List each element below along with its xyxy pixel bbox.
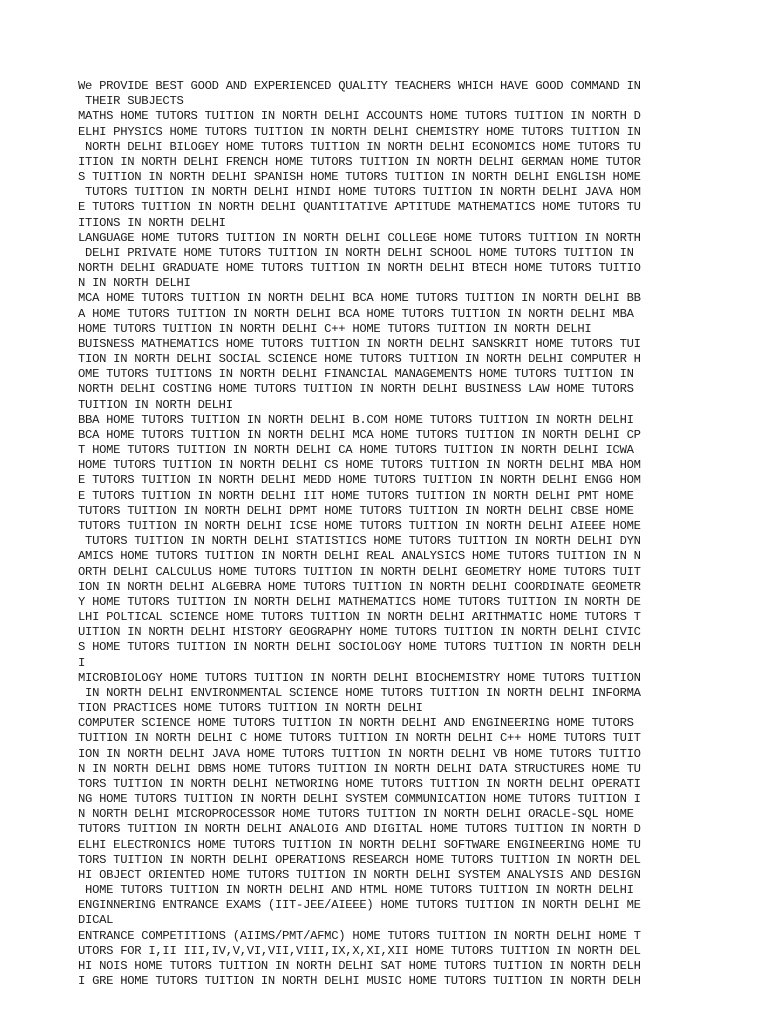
text-line: E TUTORS TUITION IN NORTH DELHI QUANTITATIVE APTITUDE MATHEMATICS HOME TUTORS TU [78,200,641,215]
text-line: S HOME TUTORS TUITION IN NORTH DELHI SOCIOLOGY HOME TUTORS TUITION IN NORTH DELH [78,640,641,655]
text-line: TUITION IN NORTH DELHI [78,397,233,412]
text-line: UITION IN NORTH DELHI HISTORY GEOGRAPHY HOME TUTORS TUITION IN NORTH DELHI CIVIC [78,625,641,640]
text-line: TUTORS TUITION IN NORTH DELHI ANALOIG AND DIGITAL HOME TUTORS TUITION IN NORTH D [78,822,641,837]
text-line: NORTH DELHI BILOGEY HOME TUTORS TUITION IN NORTH DELHI ECONOMICS HOME TUTORS TU [78,139,641,154]
text-line: MICROBIOLOGY HOME TUTORS TUITION IN NORTH DELHI BIOCHEMISTRY HOME TUTORS TUITION [78,670,641,685]
text-line: TUTORS TUITION IN NORTH DELHI ICSE HOME TUTORS TUITION IN NORTH DELHI AIEEE HOME [78,518,641,533]
text-line: TORS TUITION IN NORTH DELHI OPERATIONS RESEARCH HOME TUTORS TUITION IN NORTH DEL [78,852,641,867]
text-line: HOME TUTORS TUITION IN NORTH DELHI AND HTML HOME TUTORS TUITION IN NORTH DELHI [78,883,634,898]
text-line: ENTRANCE COMPETITIONS (AIIMS/PMT/AFMC) HOME TUTORS TUITION IN NORTH DELHI HOME T [78,928,641,943]
text-line: I GRE HOME TUTORS TUITION IN NORTH DELHI MUSIC HOME TUTORS TUITION IN NORTH DELH [78,974,641,989]
text-line: TUTORS TUITION IN NORTH DELHI HINDI HOME TUTORS TUITION IN NORTH DELHI JAVA HOM [78,185,641,200]
text-line: TION PRACTICES HOME TUTORS TUITION IN NORTH DELHI [78,701,423,716]
text-line: AMICS HOME TUTORS TUITION IN NORTH DELHI REAL ANALYSICS HOME TUTORS TUITION IN N [78,549,641,564]
text-line: HOME TUTORS TUITION IN NORTH DELHI C++ HOME TUTORS TUITION IN NORTH DELHI [78,321,592,336]
text-line: E TUTORS TUITION IN NORTH DELHI IIT HOME TUTORS TUITION IN NORTH DELHI PMT HOME [78,488,634,503]
text-line: ION IN NORTH DELHI JAVA HOME TUTORS TUITION IN NORTH DELHI VB HOME TUTORS TUITIO [78,746,641,761]
text-line: TUTORS TUITION IN NORTH DELHI DPMT HOME TUTORS TUITION IN NORTH DELHI CBSE HOME [78,503,634,518]
text-line: THEIR SUBJECTS [78,94,184,109]
text-line: BBA HOME TUTORS TUITION IN NORTH DELHI B.COM HOME TUTORS TUITION IN NORTH DELHI [78,412,634,427]
text-line: TUTORS TUITION IN NORTH DELHI STATISTICS HOME TUTORS TUITION IN NORTH DELHI DYN [78,534,641,549]
text-line: MATHS HOME TUTORS TUITION IN NORTH DELHI ACCOUNTS HOME TUTORS TUITION IN NORTH D [78,109,641,124]
text-line: MCA HOME TUTORS TUITION IN NORTH DELHI BCA HOME TUTORS TUITION IN NORTH DELHI BB [78,291,641,306]
text-line: TION IN NORTH DELHI SOCIAL SCIENCE HOME TUTORS TUITION IN NORTH DELHI COMPUTER H [78,352,641,367]
text-line: N IN NORTH DELHI DBMS HOME TUTORS TUITION IN NORTH DELHI DATA STRUCTURES HOME TU [78,761,641,776]
text-line: LANGUAGE HOME TUTORS TUITION IN NORTH DELHI COLLEGE HOME TUTORS TUITION IN NORTH [78,230,641,245]
text-line: E TUTORS TUITION IN NORTH DELHI MEDD HOME TUTORS TUITION IN NORTH DELHI ENGG HOM [78,473,641,488]
text-line: A HOME TUTORS TUITION IN NORTH DELHI BCA HOME TUTORS TUITION IN NORTH DELHI MBA [78,306,634,321]
text-line: I [78,655,86,670]
text-line: LHI POLTICAL SCIENCE HOME TUTORS TUITION IN NORTH DELHI ARITHMATIC HOME TUTORS T [78,610,641,625]
text-line: TORS TUITION IN NORTH DELHI NETWORING HOME TUTORS TUITION IN NORTH DELHI OPERATI [78,776,641,791]
text-line: NG HOME TUTORS TUITION IN NORTH DELHI SYSTEM COMMUNICATION HOME TUTORS TUITION I [78,792,641,807]
text-line: ELHI ELECTRONICS HOME TUTORS TUITION IN NORTH DELHI SOFTWARE ENGINEERING HOME TU [78,837,641,852]
text-line: IN NORTH DELHI ENVIRONMENTAL SCIENCE HOME TUTORS TUITION IN NORTH DELHI INFORMA [78,685,641,700]
text-line: ENGINNERING ENTRANCE EXAMS (IIT-JEE/AIEEE) HOME TUTORS TUITION IN NORTH DELHI ME [78,898,641,913]
text-line: T HOME TUTORS TUITION IN NORTH DELHI CA HOME TUTORS TUITION IN NORTH DELHI ICWA [78,443,634,458]
text-line: HOME TUTORS TUITION IN NORTH DELHI CS HOME TUTORS TUITION IN NORTH DELHI MBA HOM [78,458,641,473]
text-line: ITION IN NORTH DELHI FRENCH HOME TUTORS TUITION IN NORTH DELHI GERMAN HOME TUTOR [78,154,641,169]
text-line: ELHI PHYSICS HOME TUTORS TUITION IN NORTH DELHI CHEMISTRY HOME TUTORS TUITION IN [78,124,641,139]
text-line: Y HOME TUTORS TUITION IN NORTH DELHI MATHEMATICS HOME TUTORS TUITION IN NORTH DE [78,594,641,609]
text-line: OME TUTORS TUITIONS IN NORTH DELHI FINANCIAL MANAGEMENTS HOME TUTORS TUITION IN [78,367,634,382]
text-line: S TUITION IN NORTH DELHI SPANISH HOME TUTORS TUITION IN NORTH DELHI ENGLISH HOME [78,170,641,185]
text-line: HI NOIS HOME TUTORS TUITION IN NORTH DELHI SAT HOME TUTORS TUITION IN NORTH DELH [78,958,641,973]
text-line: N IN NORTH DELHI [78,276,191,291]
text-line: ORTH DELHI CALCULUS HOME TUTORS TUITION IN NORTH DELHI GEOMETRY HOME TUTORS TUIT [78,564,641,579]
text-line: BUISNESS MATHEMATICS HOME TUTORS TUITION IN NORTH DELHI SANSKRIT HOME TUTORS TUI [78,336,641,351]
text-line: ION IN NORTH DELHI ALGEBRA HOME TUTORS TUITION IN NORTH DELHI COORDINATE GEOMETR [78,579,641,594]
text-line: HI OBJECT ORIENTED HOME TUTORS TUITION IN NORTH DELHI SYSTEM ANALYSIS AND DESIGN [78,867,641,882]
document-body [78,79,758,989]
text-line: NORTH DELHI GRADUATE HOME TUTORS TUITION IN NORTH DELHI BTECH HOME TUTORS TUITIO [78,261,641,276]
text-line: UTORS FOR I,II III,IV,V,VI,VII,VIII,IX,X,XI,XII HOME TUTORS TUITION IN NORTH DEL [78,943,641,958]
text-line: COMPUTER SCIENCE HOME TUTORS TUITION IN NORTH DELHI AND ENGINEERING HOME TUTORS [78,716,634,731]
text-line: DELHI PRIVATE HOME TUTORS TUITION IN NORTH DELHI SCHOOL HOME TUTORS TUITION IN [78,245,634,260]
text-line: TUITION IN NORTH DELHI C HOME TUTORS TUITION IN NORTH DELHI C++ HOME TUTORS TUIT [78,731,641,746]
text-line: ITIONS IN NORTH DELHI [78,215,226,230]
text-line: NORTH DELHI COSTING HOME TUTORS TUITION IN NORTH DELHI BUSINESS LAW HOME TUTORS [78,382,634,397]
text-line: BCA HOME TUTORS TUITION IN NORTH DELHI MCA HOME TUTORS TUITION IN NORTH DELHI CP [78,427,641,442]
text-line: DICAL [78,913,114,928]
text-line: We PROVIDE BEST GOOD AND EXPERIENCED QUALITY TEACHERS WHICH HAVE GOOD COMMAND IN [78,79,641,93]
text-line: N NORTH DELHI MICROPROCESSOR HOME TUTORS TUITION IN NORTH DELHI ORACLE-SQL HOME [78,807,634,822]
